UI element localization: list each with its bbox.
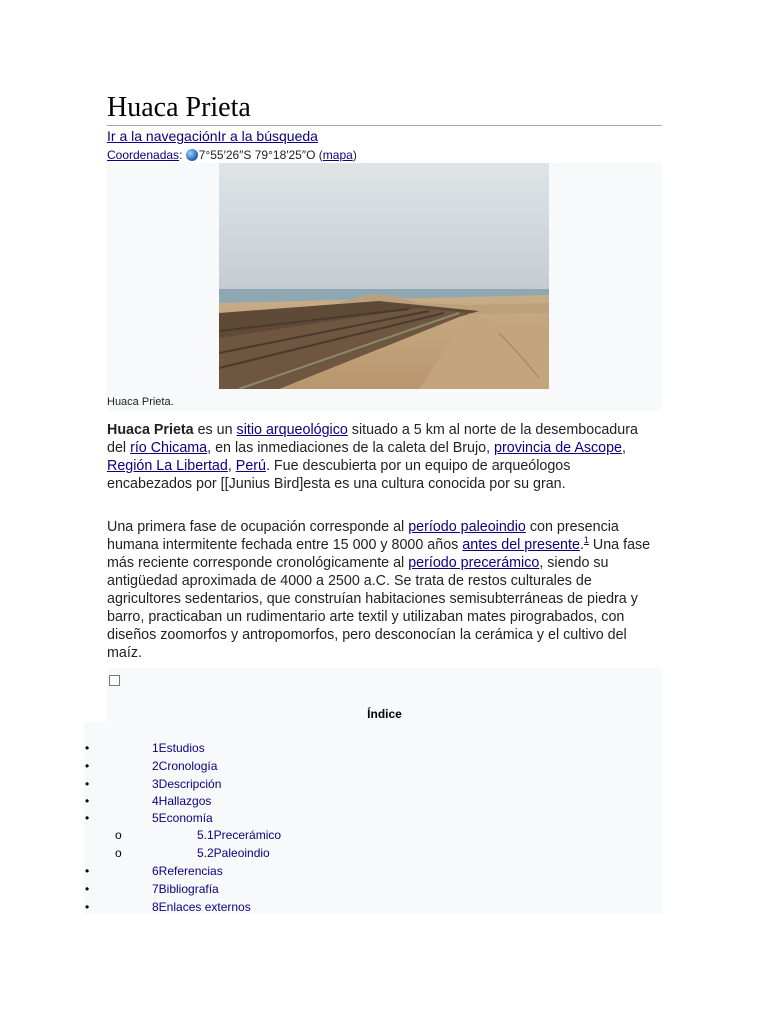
- toc-item[interactable]: 5Economía: [152, 811, 213, 825]
- text-span: es un: [193, 422, 237, 438]
- text-span: Una fase más reciente corresponde cronológicamente al: [107, 537, 651, 571]
- toc-bullet: •: [85, 882, 90, 896]
- link-periodo-paleoindio[interactable]: período paleoindio: [408, 519, 526, 535]
- coordinates-value: 7°55′26″S 79°18′25″O: [198, 148, 316, 162]
- text-span: .: [579, 537, 584, 553]
- link-rio-chicama[interactable]: río Chicama: [130, 440, 208, 456]
- text-span: , siendo su antigüedad aproximada de 4000 a 2500 a.C. Se trata de restos culturales de agricultores sedentarios, que construían habitaciones semisubterráneas de piedra y barro, practicaban un rudimentario arte textil y utilizaban mates pirograbados, con diseños zoomorfos y antropomorfos, pero desconocían la cerámica y el cultivo del maíz.: [107, 555, 638, 661]
- link-provincia-ascope[interactable]: provincia de Ascope: [494, 440, 623, 456]
- toc-item[interactable]: 5.1Precerámico: [197, 828, 282, 842]
- figure-caption: Huaca Prieta.: [107, 396, 174, 408]
- text-span: , en las inmediaciones de la caleta del Brujo,: [207, 440, 495, 456]
- toc-item[interactable]: 7Bibliografía: [152, 882, 219, 896]
- toc-bullet: •: [85, 777, 90, 791]
- close-paren: ): [352, 148, 357, 162]
- coordinates-colon: :: [179, 148, 183, 162]
- jump-to-navigation-link[interactable]: Ir a la navegación: [107, 128, 218, 144]
- text-span: Una primera fase de ocupación corresponde al: [107, 519, 409, 535]
- toc-bullet: •: [85, 741, 90, 755]
- landscape-image: [219, 163, 549, 389]
- link-sitio-arqueologico[interactable]: sitio arqueológico: [236, 422, 348, 438]
- toc-bullet: •: [85, 759, 90, 773]
- toc-heading: Índice: [367, 707, 402, 721]
- intro-paragraph: [107, 421, 657, 493]
- infobox-figure: [107, 163, 662, 411]
- text-span: con presencia humana intermitente fechada entre 15 000 y 8000 años: [107, 519, 619, 553]
- link-region-la-libertad[interactable]: Región La Libertad: [107, 458, 228, 474]
- chronology-paragraph: [107, 518, 657, 662]
- jump-to-search-link[interactable]: Ir a la búsqueda: [217, 128, 318, 144]
- link-antes-del-presente[interactable]: antes del presente: [462, 537, 580, 553]
- toc-bullet: •: [85, 864, 90, 878]
- toc-item[interactable]: 8Enlaces externos: [152, 900, 251, 914]
- toc-item[interactable]: 3Descripción: [152, 777, 222, 791]
- jump-links: [107, 128, 318, 144]
- text-span: situado a 5 km al norte de la desembocadura del: [107, 422, 638, 456]
- link-periodo-preceramico[interactable]: período precerámico: [408, 555, 540, 571]
- toc-bullet: o: [115, 828, 122, 842]
- coordinates-label-link[interactable]: Coordenadas: [107, 148, 180, 162]
- toc-toggle-checkbox[interactable]: [109, 675, 120, 686]
- open-paren: (: [315, 148, 323, 162]
- text-span: ,: [227, 458, 236, 474]
- map-link[interactable]: mapa: [322, 148, 353, 162]
- toc-bullet: •: [85, 794, 90, 808]
- link-peru[interactable]: Perú: [235, 458, 266, 474]
- toc-item[interactable]: 1Estudios: [152, 741, 205, 755]
- toc-item[interactable]: 5.2Paleoindio: [197, 846, 270, 860]
- site-photo[interactable]: [219, 163, 549, 389]
- toc-item[interactable]: 6Referencias: [152, 864, 223, 878]
- page-title: Huaca Prieta: [107, 92, 662, 126]
- toc-bullet: •: [85, 811, 90, 825]
- toc-bullet: •: [85, 900, 90, 914]
- globe-icon[interactable]: [186, 149, 198, 161]
- text-span: . Fue descubierta por un equipo de arqueólogos encabezados por [[Junius Bird]esta es una cultura conocida por su gran.: [107, 458, 571, 492]
- text-span: ,: [622, 440, 626, 456]
- toc-bullet: o: [115, 846, 122, 860]
- coordinates-line: [107, 148, 357, 162]
- toc-item[interactable]: 2Cronología: [152, 759, 218, 773]
- toc-item[interactable]: 4Hallazgos: [152, 794, 212, 808]
- reference-link[interactable]: 1: [583, 535, 589, 546]
- article-subject: Huaca Prieta: [107, 422, 194, 438]
